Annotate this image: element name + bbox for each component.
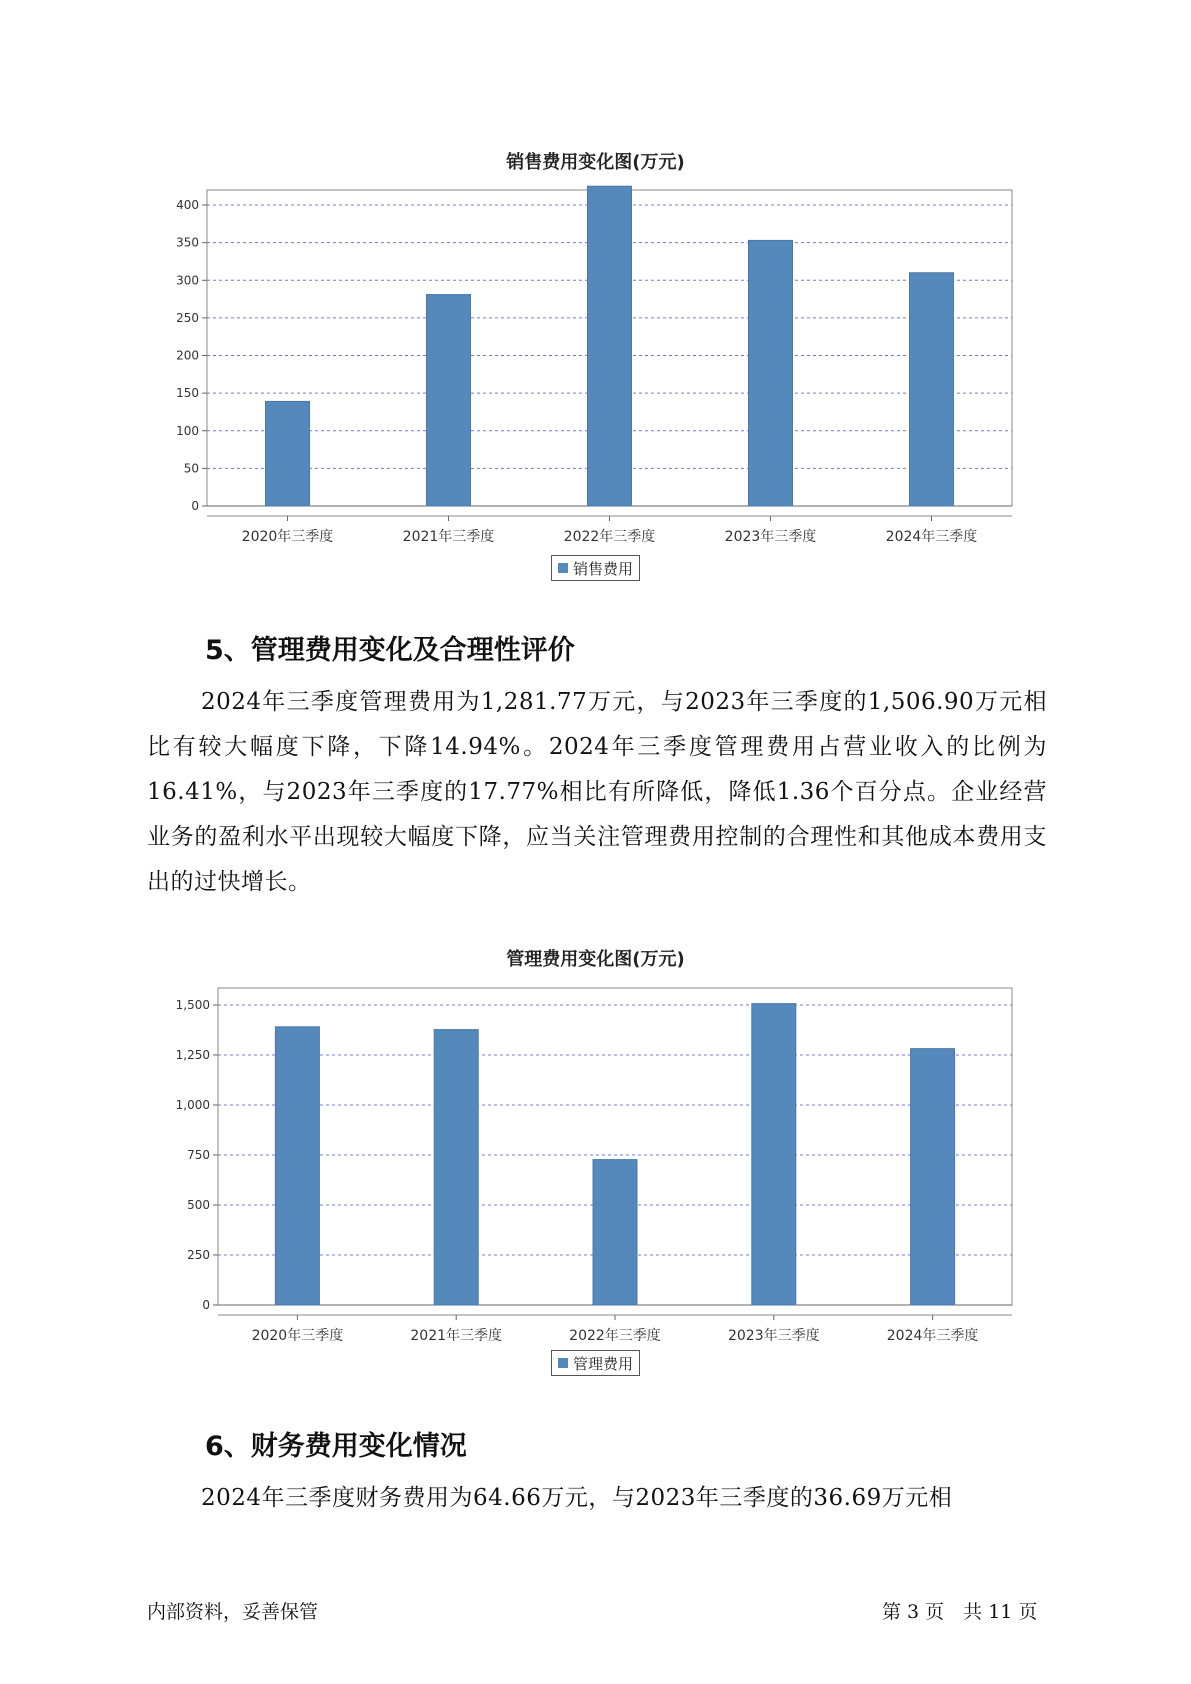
y-tick-label: 200 [176,348,199,363]
section-5-paragraph: 2024年三季度管理费用为1,281.77万元，与2023年三季度的1,506.90万元相比有较大幅度下降，下降14.94%。2024年三季度管理费用占营业收入的比例为16.41%，与2023年三季度的17.77%相比有所降低，降低1.36个百分点。企业经营业务的盈利水平出现较大幅度下降，应当关注管理费用控制的合理性和其他成本费用支出的过快增长。 [147,689,1047,895]
y-tick-label: 750 [187,1148,210,1162]
y-tick-label: 100 [176,423,199,438]
footer-page-number: 第 3 页 共 11 页 [882,1601,1038,1623]
legend-swatch [558,1358,568,1368]
y-tick-label: 400 [176,198,199,213]
y-tick-label: 1,000 [175,1098,210,1112]
y-tick-label: 0 [202,1298,210,1312]
bar [275,1027,319,1305]
section-5-heading: 5、管理费用变化及合理性评价 [205,635,575,666]
chart-title: 销售费用变化图(万元) [506,152,685,173]
bar [434,1030,478,1305]
x-tick-label: 2023年三季度 [727,1328,820,1344]
y-tick-label: 500 [187,1198,210,1212]
footer-left: 内部资料，妥善保管 [147,1601,319,1623]
x-tick-label: 2020年三季度 [251,1328,344,1344]
chart-legend [551,1350,640,1376]
x-tick-label: 2024年三季度 [885,529,978,545]
y-tick-label: 150 [176,386,199,401]
y-tick-label: 0 [191,499,199,513]
x-tick-label: 2024年三季度 [886,1328,979,1344]
x-tick-label: 2022年三季度 [569,1328,661,1344]
x-tick-label: 2021年三季度 [402,529,495,545]
bar [752,1004,796,1305]
x-tick-label: 2020年三季度 [241,529,334,545]
legend-label: 管理费用 [573,1354,634,1373]
bar [911,1049,955,1305]
y-tick-label: 300 [176,273,199,288]
x-tick-label: 2022年三季度 [563,529,656,545]
y-tick-label: 250 [176,310,199,325]
y-tick-label: 250 [187,1248,210,1262]
bar [593,1160,637,1305]
y-tick-label: 350 [176,235,199,250]
y-tick-label: 1,500 [175,998,210,1012]
section-6-paragraph: 2024年三季度财务费用为64.66万元，与2023年三季度的36.69万元相 [201,1485,953,1511]
section-6-heading: 6、财务费用变化情况 [205,1431,467,1462]
x-tick-label: 2023年三季度 [724,529,817,545]
x-tick-label: 2021年三季度 [410,1328,503,1344]
y-tick-label: 1,250 [175,1048,210,1062]
chart-title: 管理费用变化图(万元) [506,949,685,970]
y-tick-label: 50 [183,461,199,476]
legend-label: 销售费用 [573,559,634,578]
